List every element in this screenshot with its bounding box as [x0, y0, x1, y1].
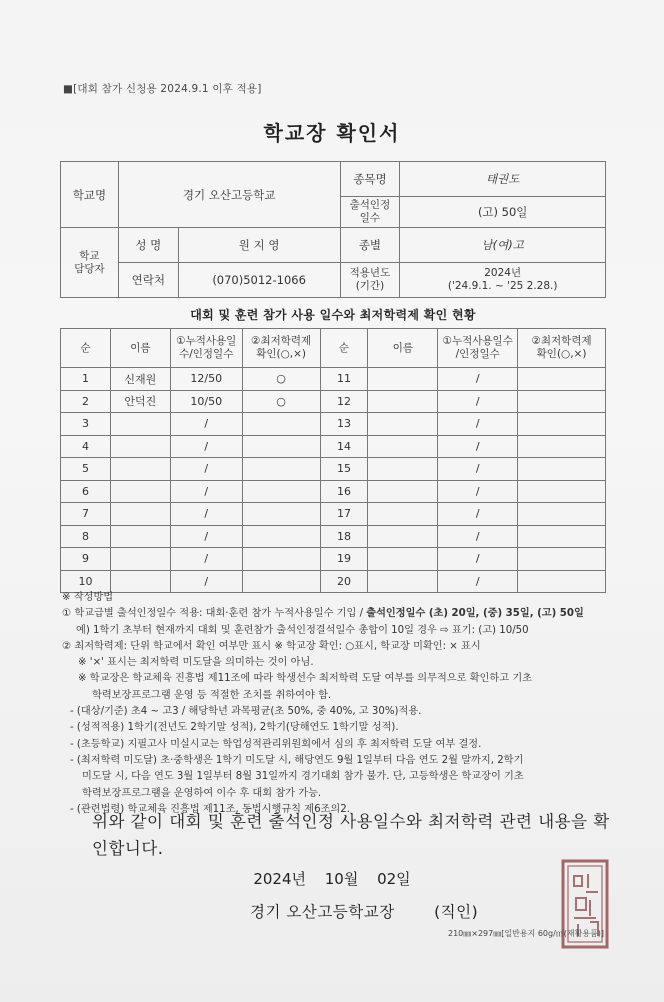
confirmation-text: 위와 같이 대회 및 훈련 출석인정 사용일수와 최저학력 관련 내용을 확인합니다.: [92, 812, 610, 858]
info-table: [60, 161, 606, 298]
paper-spec: 210㎜×297㎜[일반용지 60g/㎡(재활용품)]: [448, 929, 605, 938]
row-name: [110, 413, 170, 436]
attend-label-text: 출석인정 일수: [349, 199, 391, 224]
row-academic-right: [518, 368, 606, 391]
row-no-right: 11: [320, 368, 368, 391]
row-academic: [242, 435, 320, 458]
row-academic: [242, 525, 320, 548]
row-days-right: /: [438, 413, 518, 436]
note-3: ※ '×' 표시는 최저학력 미도달을 의미하는 것이 아님.: [78, 657, 314, 669]
principal-signature: [250, 900, 478, 922]
note-1-bold: 출석인정일수 (초) 20일, (중) 35일, (고) 50일: [366, 608, 584, 620]
row-academic-right: [518, 503, 606, 526]
row-academic-right: [518, 458, 606, 481]
row-days-right: /: [438, 368, 518, 391]
row-academic-right: [518, 390, 606, 413]
row-no: 8: [61, 525, 111, 548]
row-no: 3: [61, 413, 111, 436]
row-academic-right: [518, 413, 606, 436]
name-value: 원 지 영: [178, 228, 340, 263]
seal-label: (직인): [434, 903, 479, 921]
row-no-right: 12: [320, 390, 368, 413]
row-no: 6: [61, 480, 111, 503]
table-row: [61, 503, 606, 526]
row-no-right: 15: [320, 458, 368, 481]
gender-label: 종별: [340, 228, 400, 263]
row-days: 12/50: [170, 368, 242, 391]
row-name: 신재원: [110, 368, 170, 391]
year-label: [340, 263, 400, 298]
row-days-right: /: [438, 435, 518, 458]
header-days-right-text: ①누적사용일수 /인정일수: [442, 335, 513, 360]
row-name-right: [368, 480, 438, 503]
table-row: [61, 390, 606, 413]
table-row: [61, 525, 606, 548]
row-name-right: [368, 435, 438, 458]
header-no-right: 순: [320, 329, 368, 368]
row-days: /: [170, 480, 242, 503]
row-academic-right: [518, 525, 606, 548]
note-5: - (대상/기준) 초4 ~ 고3 / 해당학년 과목평균(초 50%, 중 40%, 고 30%)적용.: [70, 706, 422, 718]
manager-label-text: 학교 담당자: [74, 249, 105, 275]
row-name: [110, 503, 170, 526]
contact-label: 연락처: [118, 263, 178, 298]
note-2: ② 최저학력제: 단위 학교에서 확인 여부만 표시 ※ 학교장 확인: ○표시, 학교장 미확인: × 표시: [62, 640, 481, 652]
header-name: 이름: [110, 329, 170, 368]
attend-value: (고) 50일: [400, 197, 606, 228]
row-academic: [242, 458, 320, 481]
row-no-right: 18: [320, 525, 368, 548]
row-name-right: [368, 503, 438, 526]
row-no: 4: [61, 435, 111, 458]
header-days-right: [438, 329, 518, 368]
year-value-text: 2024년 ('24.9.1. ~ '25 2.28.): [447, 267, 558, 292]
row-days-right: /: [438, 570, 518, 593]
row-no-right: 13: [320, 413, 368, 436]
note-8-cont: 미도달 시, 다음 연도 3월 1일부터 8월 31일까지 경기대회 참가 불가. 단, 고등학생은 학교장이 기초: [82, 771, 524, 783]
row-name: 안덕진: [110, 390, 170, 413]
row-days: /: [170, 503, 242, 526]
table-row: [61, 413, 606, 436]
note-6: - (성적적용) 1학기(전년도 2학기말 성적), 2학기(당해연도 1학기말 성적).: [70, 722, 399, 734]
row-days-right: /: [438, 480, 518, 503]
contact-value: (070)5012-1066: [178, 263, 340, 298]
row-no: 9: [61, 548, 111, 571]
row-name: [110, 435, 170, 458]
row-name: [110, 548, 170, 571]
table-row: [61, 435, 606, 458]
header-no: 순: [61, 329, 111, 368]
row-academic: [242, 548, 320, 571]
year-value: [400, 263, 606, 298]
note-8-cont2: 학력보장프로그램을 운영하여 이수 후 대회 참가 가능.: [82, 787, 322, 799]
row-name-right: [368, 390, 438, 413]
event-value: 태권도: [400, 162, 606, 197]
row-name-right: [368, 548, 438, 571]
table-row: [61, 480, 606, 503]
row-academic: ○: [242, 390, 320, 413]
row-academic: [242, 413, 320, 436]
row-no: 10: [61, 570, 111, 593]
header-academic-text: ②최저학력제 확인(○,×): [251, 335, 312, 360]
row-no-right: 20: [320, 570, 368, 593]
row-days: /: [170, 458, 242, 481]
table-row: [61, 548, 606, 571]
row-days: /: [170, 525, 242, 548]
row-days-right: /: [438, 458, 518, 481]
header-days-text: ①누적사용일 수/인정일수: [176, 335, 237, 360]
row-days: /: [170, 435, 242, 458]
row-days: /: [170, 570, 242, 593]
row-academic-right: [518, 480, 606, 503]
note-7: - (초등학교) 지필고사 미실시교는 학업성적관리위원회에서 심의 후 최저학력 도달 여부 결정.: [70, 738, 482, 750]
participation-table: [60, 328, 606, 593]
note-1: [62, 606, 610, 622]
row-days-right: /: [438, 548, 518, 571]
row-name: [110, 458, 170, 481]
table-row: [61, 458, 606, 481]
note-9: - (관련법령) 학교체육 진흥법 제11조, 동법시행규칙 제6조의2.: [70, 803, 350, 815]
row-academic: [242, 503, 320, 526]
attend-label: [340, 197, 400, 228]
row-academic: ○: [242, 368, 320, 391]
header-days: [170, 329, 242, 368]
document-title: 학교장 확인서: [263, 121, 401, 145]
header-academic-right-text: ②최저학력제 확인(○,×): [531, 335, 592, 360]
row-name-right: [368, 413, 438, 436]
row-days: /: [170, 548, 242, 571]
note-8: - (최저학력 미도달) 초·중학생은 1학기 미도달 시, 해당연도 9월 1일부터 다음 연도 2월 말까지, 2학기: [70, 754, 524, 766]
row-days-right: /: [438, 503, 518, 526]
row-days: 10/50: [170, 390, 242, 413]
row-name-right: [368, 525, 438, 548]
row-name: [110, 525, 170, 548]
row-no: 1: [61, 368, 111, 391]
year-label-text: 적용년도 (기간): [349, 267, 391, 292]
name-label: 성 명: [118, 228, 178, 263]
row-days-right: /: [438, 525, 518, 548]
row-name-right: [368, 458, 438, 481]
school-name: 경기 오산고등학교: [118, 162, 340, 228]
row-no-right: 19: [320, 548, 368, 571]
row-no: 7: [61, 503, 111, 526]
header-name-right: 이름: [368, 329, 438, 368]
row-no: 2: [61, 390, 111, 413]
gender-value: 남(여)고: [400, 228, 606, 263]
row-name-right: [368, 368, 438, 391]
row-no-right: 14: [320, 435, 368, 458]
header-academic: [242, 329, 320, 368]
event-label: 종목명: [340, 162, 400, 197]
school-label: 학교명: [61, 162, 119, 228]
section-title: 대회 및 훈련 참가 사용 일수와 최저학력제 확인 현황: [190, 308, 476, 322]
manager-label: [61, 228, 119, 298]
row-academic-right: [518, 548, 606, 571]
note-1-text: ① 학교급별 출석인정일수 적용: 대회·훈련 참가 누적사용일수 기입 /: [62, 608, 367, 620]
row-days: /: [170, 413, 242, 436]
row-no-right: 16: [320, 480, 368, 503]
notes: [62, 590, 610, 818]
row-academic: [242, 480, 320, 503]
header-note: ■[대회 참가 신청용 2024.9.1 이후 적용]: [63, 83, 262, 95]
table-row: [61, 368, 606, 391]
row-no-right: 17: [320, 503, 368, 526]
header-academic-right: [518, 329, 606, 368]
note-1-example: 예) 1학기 초부터 현재까지 대회 및 훈련참가 출석인정결석일수 총합이 10일 경우 ⇨ 표기: (고) 10/50: [76, 624, 529, 636]
row-name: [110, 480, 170, 503]
issue-date: 2024년 10월 02일: [253, 870, 411, 888]
row-academic-right: [518, 435, 606, 458]
school-principal: 경기 오산고등학교장: [250, 903, 395, 921]
note-4: ※ 학교장은 학교체육 진흥법 제11조에 따라 학생선수 최저학력 도달 여부를 의무적으로 확인하고 기초: [78, 673, 532, 685]
notes-heading: ※ 작성방법: [62, 592, 114, 603]
row-no: 5: [61, 458, 111, 481]
note-4-cont: 학력보장프로그램 운영 등 적절한 조치를 취하여야 함.: [92, 689, 332, 701]
row-days-right: /: [438, 390, 518, 413]
